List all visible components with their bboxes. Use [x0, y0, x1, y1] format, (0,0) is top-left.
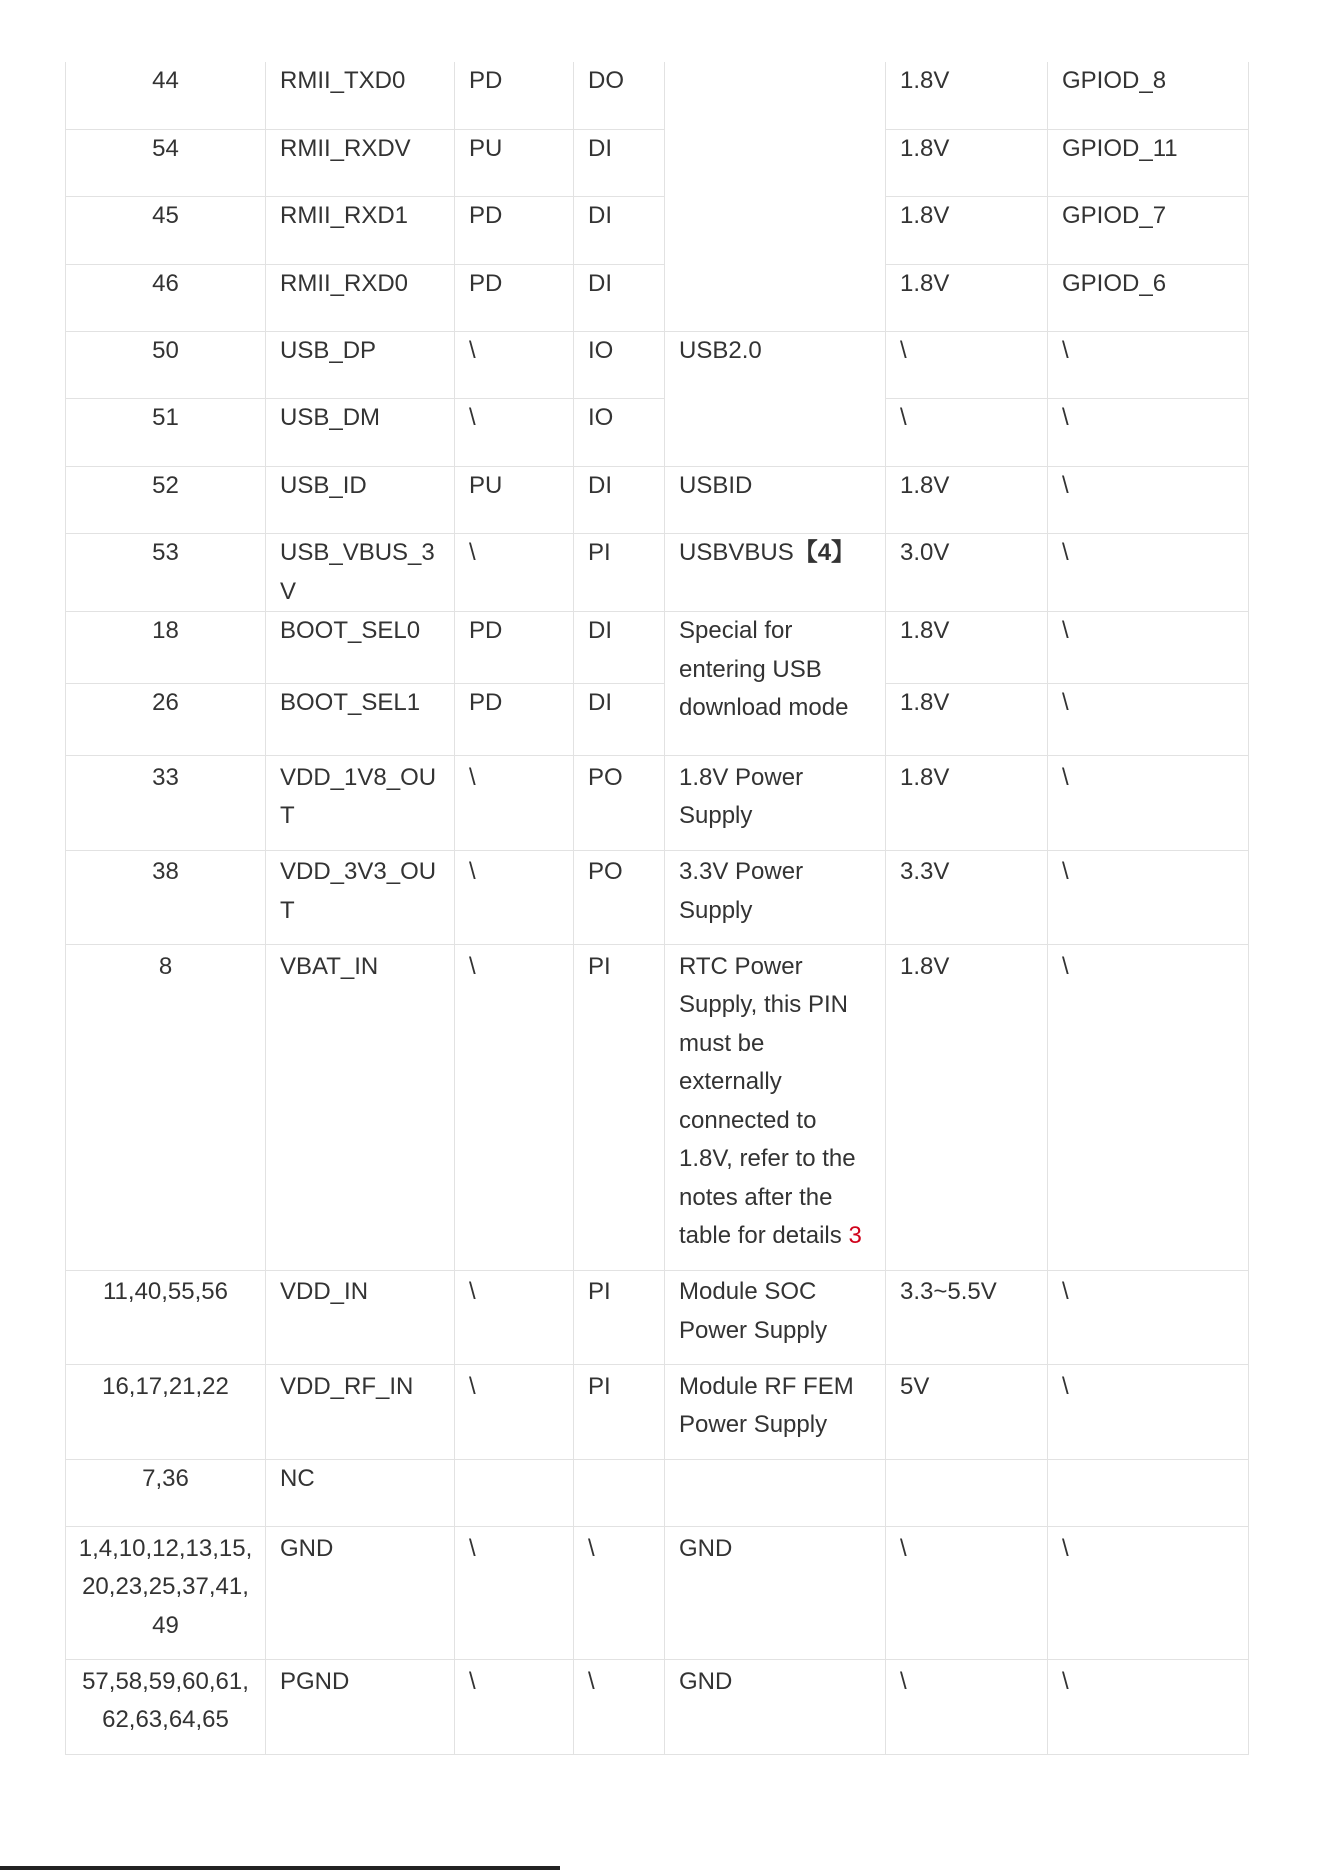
- voltage-cell: 3.3~5.5V: [886, 1270, 1048, 1365]
- gpio-cell: \: [1048, 1660, 1249, 1755]
- gpio-cell: GPIOD_7: [1048, 197, 1249, 264]
- pin-name-cell: USB_ID: [266, 466, 455, 533]
- table-row: [66, 945, 1249, 1271]
- gpio-cell: GPIOD_6: [1048, 264, 1249, 331]
- table-row: [66, 612, 1249, 684]
- pin-number-cell: 8: [66, 945, 266, 1271]
- pull-cell: [455, 1459, 574, 1526]
- voltage-cell: 3.0V: [886, 534, 1048, 612]
- pull-cell: \: [455, 1527, 574, 1660]
- voltage-cell: 1.8V: [886, 129, 1048, 196]
- voltage-cell: 1.8V: [886, 612, 1048, 684]
- gpio-cell: \: [1048, 756, 1249, 851]
- description-cell: GND: [665, 1660, 886, 1755]
- direction-cell: PI: [574, 534, 665, 612]
- gpio-cell: \: [1048, 399, 1249, 466]
- pull-cell: \: [455, 850, 574, 945]
- direction-cell: DI: [574, 684, 665, 756]
- voltage-cell: 1.8V: [886, 466, 1048, 533]
- pull-cell: PD: [455, 684, 574, 756]
- description-cell: [665, 62, 886, 332]
- gpio-cell: \: [1048, 945, 1249, 1271]
- pin-number-cell: 51: [66, 399, 266, 466]
- description-cell: Module SOC Power Supply: [665, 1270, 886, 1365]
- gpio-cell: \: [1048, 534, 1249, 612]
- pin-name-cell: VBAT_IN: [266, 945, 455, 1271]
- table-row: [66, 264, 1249, 331]
- pull-cell: PU: [455, 466, 574, 533]
- direction-cell: PO: [574, 756, 665, 851]
- pull-cell: \: [455, 399, 574, 466]
- voltage-cell: 1.8V: [886, 684, 1048, 756]
- voltage-cell: 1.8V: [886, 756, 1048, 851]
- pin-name-cell: VDD_1V8_OUT: [266, 756, 455, 851]
- table-row: [66, 756, 1249, 851]
- direction-cell: IO: [574, 332, 665, 399]
- voltage-cell: 1.8V: [886, 197, 1048, 264]
- pin-name-cell: RMII_RXD0: [266, 264, 455, 331]
- voltage-cell: 3.3V: [886, 850, 1048, 945]
- direction-cell: DI: [574, 466, 665, 533]
- gpio-cell: GPIOD_8: [1048, 62, 1249, 129]
- pin-name-cell: PGND: [266, 1660, 455, 1755]
- description-text: USBVBUS: [679, 539, 794, 567]
- pin-number-cell: 52: [66, 466, 266, 533]
- pin-name-cell: NC: [266, 1459, 455, 1526]
- table-row: [66, 466, 1249, 533]
- gpio-cell: \: [1048, 612, 1249, 684]
- voltage-cell: \: [886, 1660, 1048, 1755]
- gpio-cell: \: [1048, 850, 1249, 945]
- pin-name-cell: BOOT_SEL1: [266, 684, 455, 756]
- direction-cell: IO: [574, 399, 665, 466]
- table-row: [66, 1527, 1249, 1660]
- pull-cell: PD: [455, 197, 574, 264]
- pin-number-cell: 1,4,10,12,13,15, 20,23,25,37,41, 49: [66, 1527, 266, 1660]
- gpio-cell: \: [1048, 332, 1249, 399]
- table-row: [66, 129, 1249, 196]
- voltage-cell: 1.8V: [886, 264, 1048, 331]
- gpio-cell: \: [1048, 1270, 1249, 1365]
- direction-cell: PI: [574, 1270, 665, 1365]
- description-cell: USBID: [665, 466, 886, 533]
- pull-cell: \: [455, 756, 574, 851]
- voltage-cell: 1.8V: [886, 945, 1048, 1271]
- gpio-cell: \: [1048, 466, 1249, 533]
- pull-cell: \: [455, 332, 574, 399]
- pin-number-cell: 7,36: [66, 1459, 266, 1526]
- pin-definition-table: [65, 62, 1249, 1755]
- direction-cell: \: [574, 1527, 665, 1660]
- table-row: [66, 1365, 1249, 1460]
- description-cell: 1.8V Power Supply: [665, 756, 886, 851]
- direction-cell: DI: [574, 264, 665, 331]
- direction-cell: DO: [574, 62, 665, 129]
- pin-number-cell: 45: [66, 197, 266, 264]
- footnote-link[interactable]: 3: [848, 1222, 862, 1250]
- direction-cell: PI: [574, 1365, 665, 1460]
- table-row: [66, 399, 1249, 466]
- gpio-cell: \: [1048, 1365, 1249, 1460]
- table-row: [66, 534, 1249, 612]
- pin-name-cell: USB_DM: [266, 399, 455, 466]
- description-cell: [665, 945, 886, 1271]
- pull-cell: PD: [455, 264, 574, 331]
- pull-cell: PU: [455, 129, 574, 196]
- description-cell: Special for entering USB download mode: [665, 612, 886, 756]
- table-row: [66, 1459, 1249, 1526]
- pin-number-cell: 44: [66, 62, 266, 129]
- direction-cell: PO: [574, 850, 665, 945]
- pin-number-cell: 33: [66, 756, 266, 851]
- direction-cell: \: [574, 1660, 665, 1755]
- description-cell: Module RF FEM Power Supply: [665, 1365, 886, 1460]
- description-cell: [665, 1459, 886, 1526]
- table-row: [66, 197, 1249, 264]
- voltage-cell: [886, 1459, 1048, 1526]
- pin-name-cell: VDD_IN: [266, 1270, 455, 1365]
- voltage-cell: \: [886, 332, 1048, 399]
- pin-name-cell: RMII_TXD0: [266, 62, 455, 129]
- pin-name-cell: RMII_RXDV: [266, 129, 455, 196]
- table-row: [66, 684, 1249, 756]
- table-row: [66, 62, 1249, 129]
- pin-number-cell: 26: [66, 684, 266, 756]
- direction-cell: DI: [574, 612, 665, 684]
- pin-number-cell: 57,58,59,60,61, 62,63,64,65: [66, 1660, 266, 1755]
- voltage-cell: 1.8V: [886, 62, 1048, 129]
- pin-name-cell: USB_VBUS_3V: [266, 534, 455, 612]
- description-cell: GND: [665, 1527, 886, 1660]
- pull-cell: \: [455, 1660, 574, 1755]
- pin-number-cell: 54: [66, 129, 266, 196]
- pin-name-cell: RMII_RXD1: [266, 197, 455, 264]
- pull-cell: PD: [455, 612, 574, 684]
- pin-number-cell: 18: [66, 612, 266, 684]
- pin-name-cell: GND: [266, 1527, 455, 1660]
- description-cell: 3.3V Power Supply: [665, 850, 886, 945]
- page-footer-rule: [0, 1866, 560, 1870]
- pin-name-cell: USB_DP: [266, 332, 455, 399]
- gpio-cell: GPIOD_11: [1048, 129, 1249, 196]
- voltage-cell: 5V: [886, 1365, 1048, 1460]
- gpio-cell: \: [1048, 1527, 1249, 1660]
- table-row: [66, 332, 1249, 399]
- reference-marker: 【4】: [793, 539, 856, 567]
- pin-number-cell: 38: [66, 850, 266, 945]
- pin-number-cell: 46: [66, 264, 266, 331]
- voltage-cell: \: [886, 1527, 1048, 1660]
- direction-cell: DI: [574, 197, 665, 264]
- gpio-cell: \: [1048, 684, 1249, 756]
- pull-cell: \: [455, 534, 574, 612]
- pull-cell: \: [455, 1365, 574, 1460]
- pin-number-cell: 16,17,21,22: [66, 1365, 266, 1460]
- direction-cell: DI: [574, 129, 665, 196]
- gpio-cell: [1048, 1459, 1249, 1526]
- pin-number-cell: 53: [66, 534, 266, 612]
- direction-cell: PI: [574, 945, 665, 1271]
- pull-cell: \: [455, 1270, 574, 1365]
- pin-name-cell: VDD_3V3_OUT: [266, 850, 455, 945]
- description-cell: [665, 534, 886, 612]
- voltage-cell: \: [886, 399, 1048, 466]
- description-text: RTC Power Supply, this PIN must be externally connected to 1.8V, refer to the notes after the table for details: [679, 952, 856, 1250]
- table-row: [66, 850, 1249, 945]
- pin-number-cell: 50: [66, 332, 266, 399]
- description-cell: USB2.0: [665, 332, 886, 467]
- table-row: [66, 1270, 1249, 1365]
- pull-cell: PD: [455, 62, 574, 129]
- table-row: [66, 1660, 1249, 1755]
- pin-number-cell: 11,40,55,56: [66, 1270, 266, 1365]
- direction-cell: [574, 1459, 665, 1526]
- pin-name-cell: VDD_RF_IN: [266, 1365, 455, 1460]
- pull-cell: \: [455, 945, 574, 1271]
- pin-name-cell: BOOT_SEL0: [266, 612, 455, 684]
